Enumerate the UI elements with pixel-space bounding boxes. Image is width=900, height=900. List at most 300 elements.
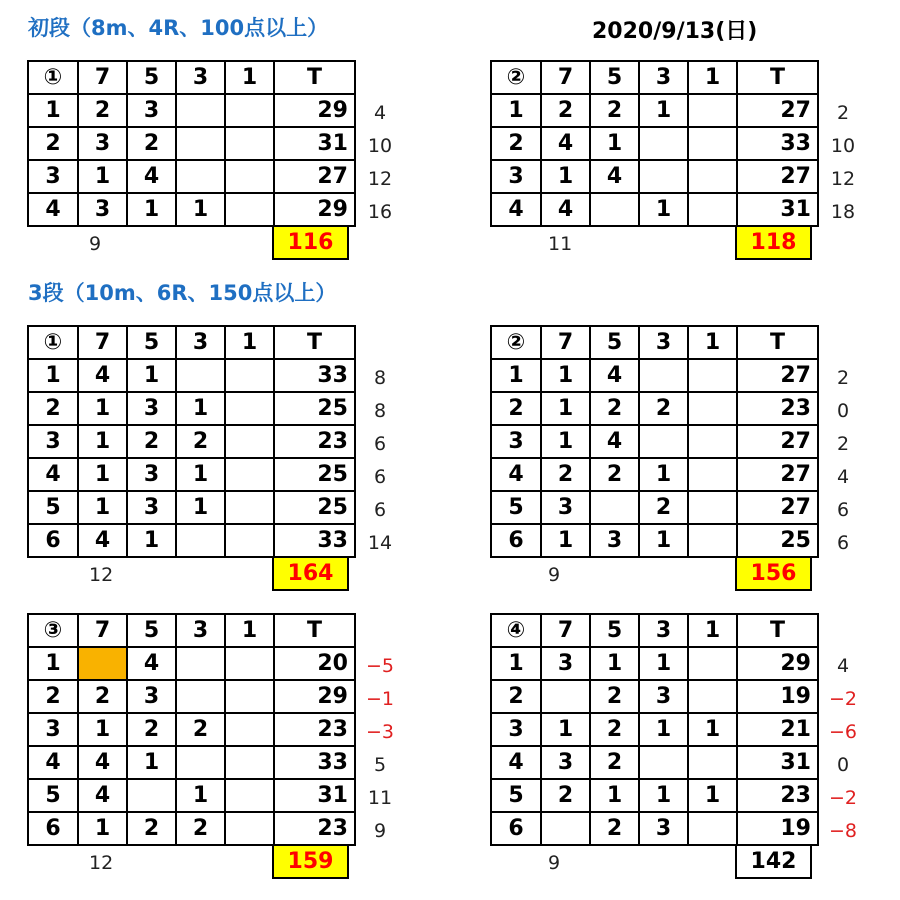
header-cell: 3: [176, 61, 225, 94]
table-header-row: [28, 326, 355, 359]
table-cell: [688, 193, 737, 226]
table-cell: 1: [541, 160, 590, 193]
table-cell: [225, 127, 274, 160]
table-row: [491, 524, 818, 557]
table-cell: 1: [639, 779, 688, 812]
total-cell: 27: [737, 491, 818, 524]
table-cell: 1: [639, 524, 688, 557]
table-row: [491, 160, 818, 193]
table-cell: 4: [28, 193, 78, 226]
table-cell: [176, 359, 225, 392]
table-cell: [688, 746, 737, 779]
header-cell: T: [737, 614, 818, 647]
table-cell: 6: [491, 812, 541, 845]
difference-value: 2: [836, 102, 850, 124]
table-cell: 1: [541, 359, 590, 392]
table-cell: [225, 193, 274, 226]
table-cell: 1: [688, 713, 737, 746]
table-cell: [225, 425, 274, 458]
table-row: [491, 680, 818, 713]
table-cell: 2: [491, 680, 541, 713]
section-title-sandan: 3段（10m、6R、150点以上）: [28, 281, 337, 305]
table-cell: 2: [639, 491, 688, 524]
difference-value: 0: [836, 400, 850, 422]
table-row: [491, 458, 818, 491]
score-table: [490, 60, 819, 227]
count-value: 12: [89, 564, 114, 586]
total-cell: 19: [737, 812, 818, 845]
table-cell: 2: [28, 127, 78, 160]
total-cell: 25: [737, 524, 818, 557]
table-cell: [176, 524, 225, 557]
difference-value: −3: [365, 721, 394, 743]
table-row: [28, 524, 355, 557]
difference-value: 6: [836, 532, 850, 554]
count-value: 11: [548, 233, 573, 255]
grand-total: 156: [735, 556, 812, 591]
score-table: [490, 613, 819, 846]
total-cell: 23: [737, 392, 818, 425]
table-row: [491, 193, 818, 226]
table-cell: 2: [541, 458, 590, 491]
section-title-shodan: 初段（8m、4R、100点以上）: [28, 16, 329, 40]
total-cell: 27: [737, 94, 818, 127]
total-cell: 23: [274, 812, 355, 845]
difference-value: 6: [373, 433, 387, 455]
table-cell: 3: [127, 458, 176, 491]
table-cell: [225, 392, 274, 425]
table-cell: 1: [639, 647, 688, 680]
table-cell: [176, 680, 225, 713]
table-cell: 4: [491, 458, 541, 491]
table-cell: 3: [28, 713, 78, 746]
table-cell: 4: [541, 193, 590, 226]
grand-total: 164: [272, 556, 349, 591]
table-cell: [225, 647, 274, 680]
score-table: [27, 60, 356, 227]
difference-value: −6: [828, 721, 857, 743]
total-cell: 27: [737, 458, 818, 491]
total-cell: 23: [737, 779, 818, 812]
table-cell: [176, 160, 225, 193]
table-cell: 1: [78, 491, 127, 524]
table-cell: 2: [176, 425, 225, 458]
difference-value: −2: [828, 688, 857, 710]
header-cell: 1: [688, 614, 737, 647]
date-label: 2020/9/13(日): [592, 19, 758, 44]
header-cell: 1: [225, 61, 274, 94]
table-cell: 2: [78, 680, 127, 713]
header-cell: 3: [639, 61, 688, 94]
table-cell: 1: [491, 94, 541, 127]
difference-value: 9: [373, 820, 387, 842]
table-cell: [688, 812, 737, 845]
table-row: [491, 746, 818, 779]
table-cell: 1: [127, 524, 176, 557]
table-cell: 2: [127, 713, 176, 746]
table-cell: 3: [127, 392, 176, 425]
table-cell: 1: [639, 458, 688, 491]
table-cell: 4: [78, 746, 127, 779]
grand-total: 116: [272, 225, 349, 260]
header-cell: 5: [590, 614, 639, 647]
total-cell: 29: [274, 680, 355, 713]
header-cell: 3: [176, 614, 225, 647]
table-cell: 3: [127, 680, 176, 713]
table-cell: 2: [541, 94, 590, 127]
table-row: [28, 193, 355, 226]
table-cell: 2: [590, 713, 639, 746]
table-cell: 2: [590, 812, 639, 845]
table-cell: 1: [541, 425, 590, 458]
total-cell: 19: [737, 680, 818, 713]
table-cell: 1: [78, 160, 127, 193]
header-cell: 1: [688, 326, 737, 359]
table-header-row: [28, 614, 355, 647]
table-cell: 5: [491, 779, 541, 812]
total-cell: 25: [274, 392, 355, 425]
difference-value: 11: [367, 787, 393, 809]
table-cell: 2: [491, 392, 541, 425]
header-cell: 3: [639, 614, 688, 647]
header-cell: 3: [176, 326, 225, 359]
table-cell: 5: [28, 491, 78, 524]
table-header-row: [491, 61, 818, 94]
total-cell: 21: [737, 713, 818, 746]
table-cell: 4: [590, 425, 639, 458]
table-row: [491, 425, 818, 458]
table-cell: [639, 425, 688, 458]
table-cell: [590, 491, 639, 524]
table-cell: 3: [78, 193, 127, 226]
total-cell: 27: [737, 359, 818, 392]
difference-value: −8: [828, 820, 857, 842]
table-cell: 1: [78, 812, 127, 845]
table-cell: [688, 127, 737, 160]
table-cell: [688, 524, 737, 557]
table-cell: 1: [639, 94, 688, 127]
table-cell: [225, 524, 274, 557]
total-cell: 29: [274, 193, 355, 226]
table-cell: [127, 779, 176, 812]
table-row: [28, 127, 355, 160]
header-cell: 5: [590, 326, 639, 359]
header-cell: 1: [688, 61, 737, 94]
header-cell: T: [737, 61, 818, 94]
table-cell: 1: [176, 392, 225, 425]
header-cell: ④: [491, 614, 541, 647]
difference-value: 14: [367, 532, 393, 554]
table-cell: 1: [28, 647, 78, 680]
table-cell: 1: [541, 713, 590, 746]
table-row: [491, 713, 818, 746]
table-header-row: [491, 326, 818, 359]
table-row: [28, 680, 355, 713]
count-value: 9: [89, 233, 102, 255]
table-cell: 4: [127, 160, 176, 193]
difference-value: 4: [836, 655, 850, 677]
table-cell: [688, 647, 737, 680]
table-cell: 1: [590, 779, 639, 812]
table-cell: [225, 94, 274, 127]
table-cell: 1: [639, 193, 688, 226]
table-cell: 1: [176, 458, 225, 491]
table-cell: 2: [176, 812, 225, 845]
table-cell: [639, 127, 688, 160]
total-cell: 27: [737, 160, 818, 193]
table-cell: 4: [78, 524, 127, 557]
difference-value: −1: [365, 688, 394, 710]
header-cell: 3: [639, 326, 688, 359]
table-row: [491, 127, 818, 160]
header-cell: ③: [28, 614, 78, 647]
difference-value: 8: [373, 400, 387, 422]
difference-value: 18: [830, 201, 856, 223]
total-cell: 23: [274, 713, 355, 746]
table-cell: [688, 94, 737, 127]
table-cell: 2: [639, 392, 688, 425]
total-cell: 33: [274, 359, 355, 392]
table-row: [28, 160, 355, 193]
table-cell: [225, 812, 274, 845]
difference-value: 10: [830, 135, 856, 157]
score-table: [27, 325, 356, 558]
score-block-4: [490, 325, 850, 586]
table-cell: [176, 127, 225, 160]
table-cell: [225, 458, 274, 491]
table-row: [28, 458, 355, 491]
header-cell: 7: [541, 326, 590, 359]
table-cell: [688, 160, 737, 193]
table-cell: 4: [491, 193, 541, 226]
header-cell: ②: [491, 326, 541, 359]
table-cell: [225, 779, 274, 812]
table-row: [491, 392, 818, 425]
table-cell: 1: [541, 524, 590, 557]
table-row: [28, 491, 355, 524]
score-block-5: [27, 613, 394, 874]
difference-value: 2: [836, 367, 850, 389]
table-cell: [176, 94, 225, 127]
table-cell: 1: [541, 392, 590, 425]
count-value: 9: [548, 564, 561, 586]
table-cell: 1: [176, 491, 225, 524]
table-cell: 3: [28, 425, 78, 458]
header-cell: 5: [127, 326, 176, 359]
total-cell: 23: [274, 425, 355, 458]
table-cell: 2: [176, 713, 225, 746]
header-cell: ①: [28, 326, 78, 359]
header-cell: T: [737, 326, 818, 359]
table-cell: 1: [590, 127, 639, 160]
table-cell: 1: [28, 94, 78, 127]
table-cell: 6: [28, 812, 78, 845]
table-row: [28, 392, 355, 425]
table-cell: [590, 193, 639, 226]
table-cell: 3: [639, 812, 688, 845]
table-cell: 1: [491, 647, 541, 680]
table-row: [28, 94, 355, 127]
table-cell: 2: [590, 746, 639, 779]
table-cell: 2: [590, 680, 639, 713]
difference-value: 10: [367, 135, 393, 157]
grand-total: 118: [735, 225, 812, 260]
table-row: [28, 425, 355, 458]
table-cell: [688, 491, 737, 524]
score-table: [27, 613, 356, 846]
table-cell: [639, 746, 688, 779]
score-block-3: [27, 325, 393, 586]
table-cell: [225, 359, 274, 392]
difference-value: 2: [836, 433, 850, 455]
highlighted-cell: [78, 647, 127, 680]
header-cell: 7: [541, 61, 590, 94]
table-cell: 6: [491, 524, 541, 557]
table-row: [491, 359, 818, 392]
table-cell: [225, 746, 274, 779]
table-cell: 4: [78, 359, 127, 392]
total-cell: 25: [274, 491, 355, 524]
header-cell: 7: [541, 614, 590, 647]
table-cell: 2: [127, 127, 176, 160]
header-cell: 5: [590, 61, 639, 94]
score-block-1: [27, 60, 393, 255]
table-row: [491, 647, 818, 680]
table-cell: 3: [541, 491, 590, 524]
table-cell: 4: [491, 746, 541, 779]
table-cell: [541, 812, 590, 845]
score-block-2: [490, 60, 856, 255]
difference-value: −5: [365, 655, 394, 677]
table-cell: 1: [639, 713, 688, 746]
total-cell: 33: [737, 127, 818, 160]
table-header-row: [491, 614, 818, 647]
header-cell: 7: [78, 326, 127, 359]
header-cell: T: [274, 326, 355, 359]
table-cell: 1: [176, 193, 225, 226]
total-cell: 31: [274, 779, 355, 812]
score-table: [490, 325, 819, 558]
table-cell: [688, 680, 737, 713]
difference-value: 6: [373, 466, 387, 488]
table-cell: 1: [688, 779, 737, 812]
header-cell: 1: [225, 326, 274, 359]
difference-value: 5: [373, 754, 387, 776]
difference-value: 16: [367, 201, 393, 223]
table-row: [28, 779, 355, 812]
table-cell: 1: [176, 779, 225, 812]
table-cell: 3: [78, 127, 127, 160]
table-cell: 1: [127, 193, 176, 226]
table-cell: 3: [127, 94, 176, 127]
table-cell: [639, 359, 688, 392]
table-cell: [639, 160, 688, 193]
table-cell: 1: [78, 458, 127, 491]
table-cell: 2: [28, 392, 78, 425]
table-cell: [541, 680, 590, 713]
total-cell: 33: [274, 746, 355, 779]
table-cell: 1: [590, 647, 639, 680]
table-cell: 3: [28, 160, 78, 193]
grand-total: 159: [272, 844, 349, 879]
table-cell: [176, 647, 225, 680]
header-cell: 5: [127, 614, 176, 647]
table-cell: 1: [78, 713, 127, 746]
total-cell: 29: [274, 94, 355, 127]
table-cell: 3: [541, 647, 590, 680]
table-row: [28, 713, 355, 746]
table-cell: 3: [491, 160, 541, 193]
total-cell: 29: [737, 647, 818, 680]
table-cell: 2: [541, 779, 590, 812]
table-row: [28, 812, 355, 845]
table-cell: 2: [590, 458, 639, 491]
header-cell: T: [274, 614, 355, 647]
table-cell: 3: [127, 491, 176, 524]
difference-value: 6: [836, 499, 850, 521]
table-row: [491, 94, 818, 127]
header-cell: T: [274, 61, 355, 94]
table-cell: [688, 359, 737, 392]
table-cell: 2: [127, 425, 176, 458]
table-row: [28, 359, 355, 392]
count-value: 12: [89, 852, 114, 874]
table-cell: 6: [28, 524, 78, 557]
difference-value: −2: [828, 787, 857, 809]
total-cell: 31: [737, 193, 818, 226]
table-row: [28, 746, 355, 779]
table-cell: 4: [541, 127, 590, 160]
total-cell: 31: [737, 746, 818, 779]
table-header-row: [28, 61, 355, 94]
table-cell: 2: [590, 392, 639, 425]
table-cell: [225, 680, 274, 713]
table-cell: [688, 458, 737, 491]
total-cell: 31: [274, 127, 355, 160]
score-block-6: [490, 613, 857, 874]
difference-value: 4: [836, 466, 850, 488]
header-cell: 5: [127, 61, 176, 94]
table-cell: 2: [127, 812, 176, 845]
table-cell: 1: [127, 359, 176, 392]
difference-value: 12: [830, 168, 856, 190]
table-cell: 1: [78, 425, 127, 458]
table-cell: 3: [541, 746, 590, 779]
table-cell: 5: [491, 491, 541, 524]
table-cell: 1: [78, 392, 127, 425]
difference-value: 12: [367, 168, 393, 190]
table-row: [28, 647, 355, 680]
header-cell: 7: [78, 614, 127, 647]
count-value: 9: [548, 852, 561, 874]
table-cell: 1: [28, 359, 78, 392]
table-cell: 2: [78, 94, 127, 127]
difference-value: 4: [373, 102, 387, 124]
table-cell: [688, 392, 737, 425]
table-cell: 2: [590, 94, 639, 127]
table-row: [491, 812, 818, 845]
difference-value: 6: [373, 499, 387, 521]
header-cell: ②: [491, 61, 541, 94]
table-cell: 2: [28, 680, 78, 713]
table-cell: 4: [590, 359, 639, 392]
table-cell: 4: [78, 779, 127, 812]
table-cell: 4: [28, 746, 78, 779]
table-cell: [225, 713, 274, 746]
table-cell: 3: [491, 713, 541, 746]
total-cell: 27: [274, 160, 355, 193]
table-cell: [225, 491, 274, 524]
